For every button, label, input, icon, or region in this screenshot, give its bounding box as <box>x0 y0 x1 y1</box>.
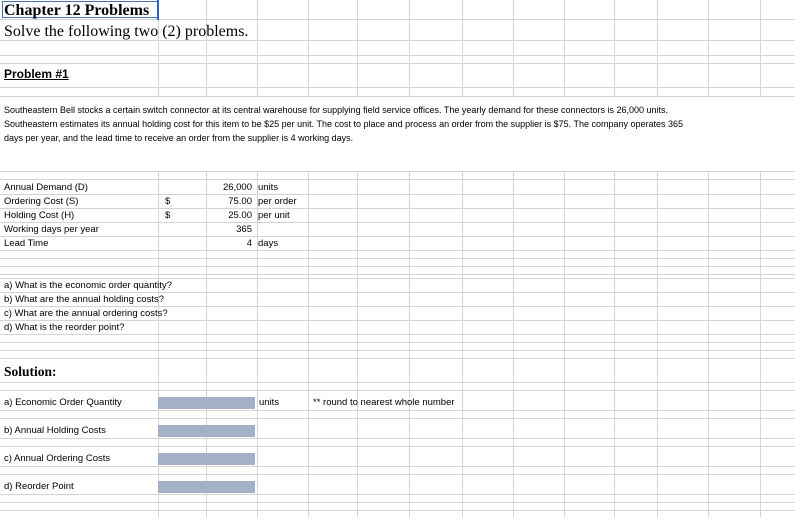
problem-heading[interactable]: Problem #1 <box>4 67 69 81</box>
answer-label-eoq[interactable]: a) Economic Order Quantity <box>4 397 122 408</box>
input-value-ordering-cost[interactable]: 75.00 <box>228 196 252 207</box>
solution-heading[interactable]: Solution: <box>4 364 57 379</box>
input-unit-holding-cost[interactable]: per unit <box>258 210 290 221</box>
problem-text[interactable]: Southeastern Bell stocks a certain switch connector at its central warehouse for supplying field service offices. The yearly demand for these connectors is 26,000 units. Southeastern estimates its annual holding cost for this item to be $25 per unit. The cost to place and process an order from the supplier is $75. The company operates 365 days per year, and the lead time to receive an order from the supplier is 4 working days. <box>4 105 684 143</box>
answer-input-ordering-costs[interactable] <box>158 453 255 465</box>
answer-label-holding-costs[interactable]: b) Annual Holding Costs <box>4 425 106 436</box>
question-c[interactable]: c) What are the annual ordering costs? <box>4 308 168 319</box>
input-label-holding-cost[interactable]: Holding Cost (H) <box>4 210 75 221</box>
sheet-subtitle[interactable]: Solve the following two (2) problems. <box>4 23 249 40</box>
input-value-working-days[interactable]: 365 <box>236 224 252 235</box>
question-a[interactable]: a) What is the economic order quantity? <box>4 280 172 291</box>
input-unit-lead-time[interactable]: days <box>258 238 279 249</box>
input-unit-annual-demand[interactable]: units <box>258 182 279 193</box>
answer-note-eoq[interactable]: ** round to nearest whole number <box>313 397 455 408</box>
answer-unit-eoq[interactable]: units <box>259 397 280 408</box>
question-d[interactable]: d) What is the reorder point? <box>4 322 125 333</box>
answer-input-eoq[interactable] <box>158 397 255 409</box>
sheet-title[interactable]: Chapter 12 Problems <box>2 1 159 18</box>
cell-selection-handle[interactable] <box>157 0 159 20</box>
input-unit-ordering-cost[interactable]: per order <box>258 196 297 207</box>
input-value-annual-demand[interactable]: 26,000 <box>222 182 252 193</box>
question-b[interactable]: b) What are the annual holding costs? <box>4 294 165 305</box>
input-label-lead-time[interactable]: Lead Time <box>4 238 49 249</box>
answer-label-reorder-point[interactable]: d) Reorder Point <box>4 481 74 492</box>
answer-input-reorder-point[interactable] <box>158 481 255 493</box>
answer-input-holding-costs[interactable] <box>158 425 255 437</box>
input-label-annual-demand[interactable]: Annual Demand (D) <box>4 182 88 193</box>
input-value-holding-cost[interactable]: 25.00 <box>228 210 252 221</box>
input-label-ordering-cost[interactable]: Ordering Cost (S) <box>4 196 79 207</box>
input-value-lead-time[interactable]: 4 <box>246 238 252 249</box>
input-currency-holding-cost: $ <box>165 210 171 221</box>
input-currency-ordering-cost: $ <box>165 196 171 207</box>
input-label-working-days[interactable]: Working days per year <box>4 224 99 235</box>
answer-label-ordering-costs[interactable]: c) Annual Ordering Costs <box>4 453 111 464</box>
